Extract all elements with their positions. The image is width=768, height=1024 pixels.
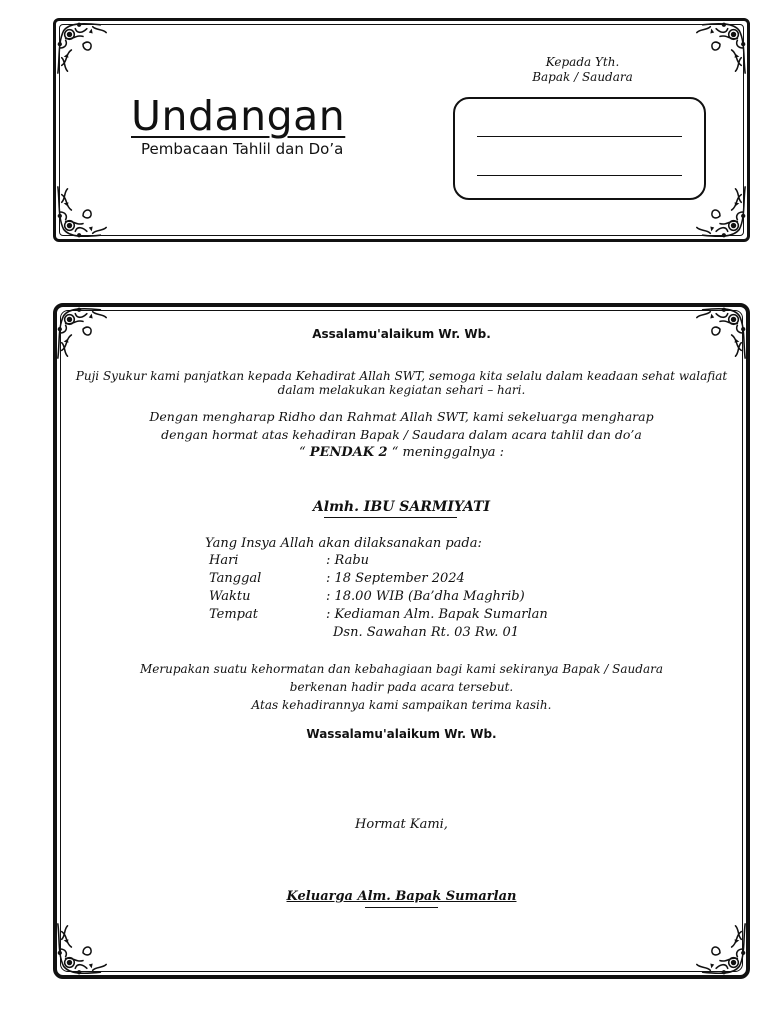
schedule-value-tempat: : Kediaman Alm. Bapak Sumarlan bbox=[326, 607, 548, 622]
floral-corner-ornament bbox=[691, 920, 749, 978]
schedule-address-continued: Dsn. Sawahan Rt. 03 Rw. 01 bbox=[333, 625, 520, 640]
event-line bbox=[60, 445, 743, 460]
event-quote-close: “ meninggalnya : bbox=[387, 445, 504, 460]
paragraph-request bbox=[60, 408, 743, 444]
paragraph-closing bbox=[60, 660, 743, 714]
floral-corner-ornament bbox=[54, 920, 112, 978]
floral-corner-ornament bbox=[54, 19, 112, 77]
farewell: Wassalamu'alaikum Wr. Wb. bbox=[306, 727, 497, 741]
address-blank-line bbox=[477, 136, 682, 137]
deceased-name: Almh. IBU SARMIYATI bbox=[312, 499, 491, 515]
schedule-value-hari: : Rabu bbox=[326, 553, 370, 568]
paragraph-line: Atas kehadirannya kami sampaikan terima kasih. bbox=[251, 698, 552, 712]
paragraph-line: Merupakan suatu kehormatan dan kebahagiaan bagi kami sekiranya Bapak / Saudara bbox=[140, 662, 663, 676]
paragraph-line: berkenan hadir pada acara tersebut. bbox=[289, 680, 514, 694]
signature: Keluarga Alm. Bapak Sumarlan bbox=[286, 889, 517, 904]
recipient-label bbox=[505, 55, 660, 85]
schedule-value-tanggal: : 18 September 2024 bbox=[326, 571, 465, 586]
event-quote-open: “ bbox=[299, 445, 310, 460]
recipient-line: Kepada Yth. bbox=[545, 55, 620, 69]
address-blank-line bbox=[477, 175, 682, 176]
floral-corner-ornament bbox=[691, 19, 749, 77]
greeting: Assalamu'alaikum Wr. Wb. bbox=[312, 327, 491, 341]
schedule-label-waktu: Waktu bbox=[209, 589, 251, 604]
paragraph-line: Puji Syukur kami panjatkan kepada Kehadirat Allah SWT, semoga kita selalu dalam keadaan sehat walafiat bbox=[75, 369, 728, 383]
divider bbox=[324, 517, 457, 518]
floral-corner-ornament bbox=[54, 183, 112, 241]
schedule-label-tempat: Tempat bbox=[209, 607, 258, 622]
paragraph-line: dengan hormat atas kehadiran Bapak / Saudara dalam acara tahlil dan do’a bbox=[161, 427, 642, 442]
paragraph-line: Dengan mengharap Ridho dan Rahmat Allah SWT, kami sekeluarga mengharap bbox=[149, 409, 654, 424]
schedule-value-waktu: : 18.00 WIB (Ba’dha Maghrib) bbox=[326, 589, 525, 604]
schedule-label-hari: Hari bbox=[209, 553, 239, 568]
invitation-subtitle: Pembacaan Tahlil dan Do’a bbox=[141, 140, 344, 158]
paragraph-thanks bbox=[60, 369, 743, 397]
event-name: PENDAK 2 bbox=[309, 445, 388, 460]
regards: Hormat Kami, bbox=[355, 817, 448, 832]
schedule-intro: Yang Insya Allah akan dilaksanakan pada: bbox=[205, 536, 482, 551]
address-box bbox=[453, 97, 706, 200]
invitation-title: Undangan bbox=[131, 92, 346, 140]
divider bbox=[365, 907, 438, 908]
schedule-label-tanggal: Tanggal bbox=[209, 571, 262, 586]
recipient-line: Bapak / Saudara bbox=[532, 70, 633, 84]
paragraph-line: dalam melakukan kegiatan sehari – hari. bbox=[277, 383, 526, 397]
letter-card bbox=[53, 303, 750, 979]
